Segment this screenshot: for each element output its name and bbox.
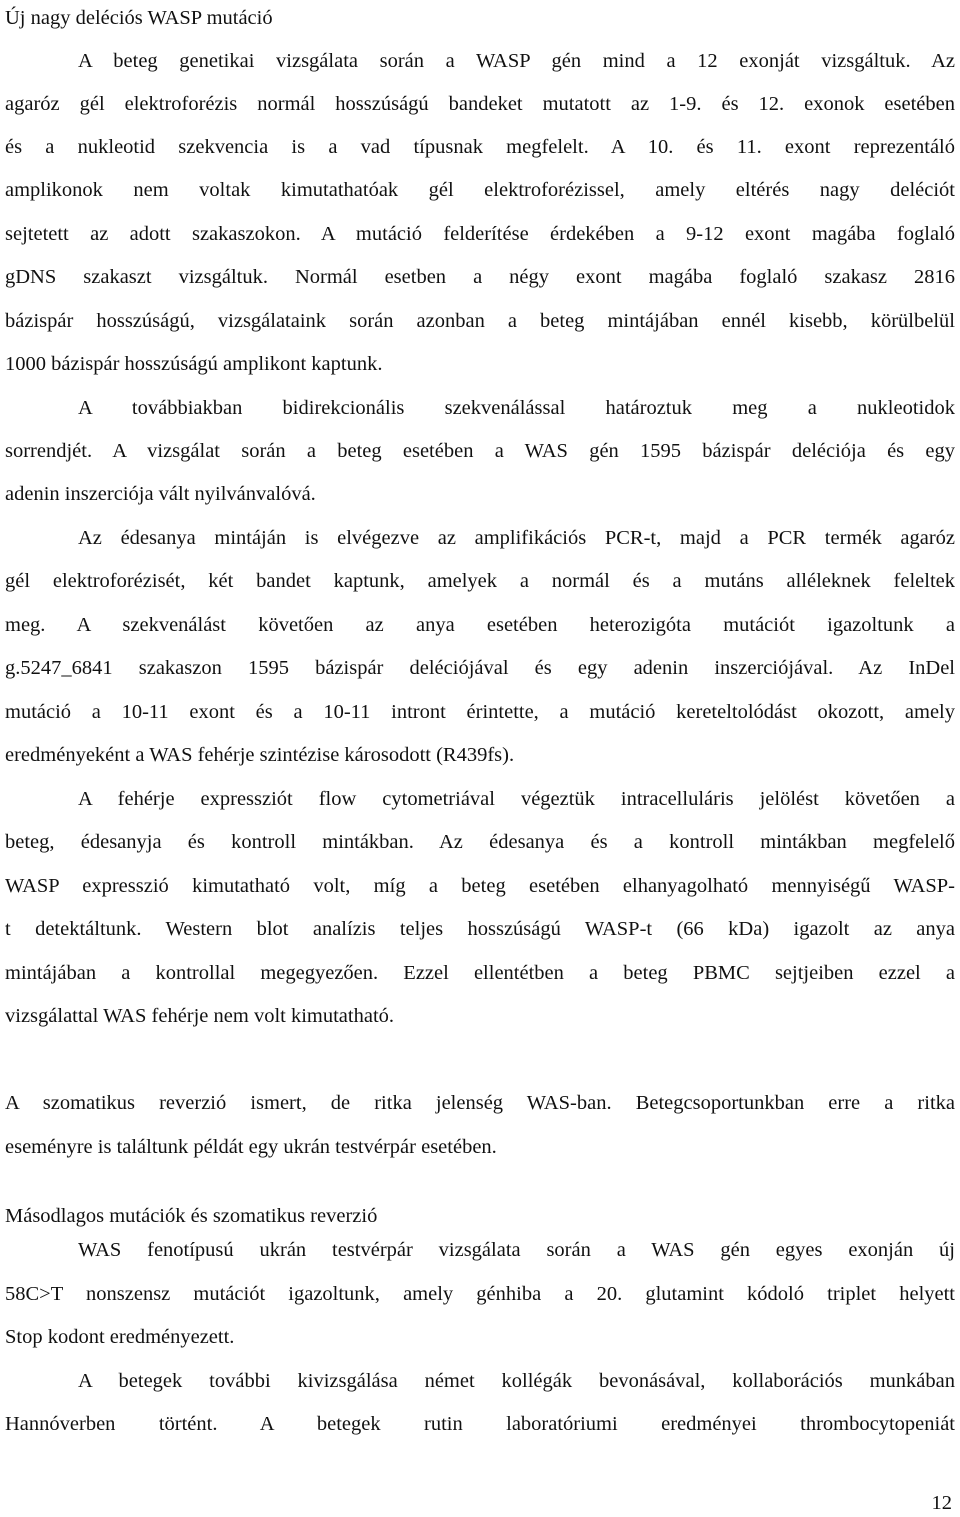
text-line: A betegek további kivizsgálása német kollégák bevonásával, kollaborációs munkában bbox=[78, 1370, 955, 1392]
text-line: beteg, édesanyja és kontroll mintákban. Az édesanya és a kontroll mintákban megfelelő bbox=[5, 831, 955, 853]
text-line: Az édesanya mintáján is elvégezve az amplifikációs PCR-t, majd a PCR termék agaróz bbox=[78, 527, 955, 549]
text-line: mintájában a kontrollal megegyezően. Ezzel ellentétben a beteg PBMC sejtjeiben ezzel a bbox=[5, 962, 955, 984]
text-line: WASP expresszió kimutatható volt, míg a beteg esetében elhanyagolható mennyiségű WASP- bbox=[5, 875, 955, 897]
text-line: gDNS szakaszt vizsgáltuk. Normál esetben a négy exont magába foglaló szakasz 2816 bbox=[5, 266, 955, 288]
text-line: t detektáltunk. Western blot analízis teljes hosszúságú WASP-t (66 kDa) igazolt az anya bbox=[5, 918, 955, 940]
text-line: és a nukleotid szekvencia is a vad típusnak megfelelt. A 10. és 11. exont reprezentáló bbox=[5, 136, 955, 158]
page-number: 12 bbox=[931, 1492, 952, 1514]
text-line: eseményre is találtunk példát egy ukrán testvérpár esetében. bbox=[5, 1136, 497, 1158]
text-line: meg. A szekvenálást követően az anya esetében heterozigóta mutációt igazoltunk a bbox=[5, 614, 955, 636]
text-line: A továbbiakban bidirekcionális szekvenálással határoztuk meg a nukleotidok bbox=[78, 397, 955, 419]
text-line: sorrendjét. A vizsgálat során a beteg esetében a WAS gén 1595 bázispár deléciója és egy bbox=[5, 440, 955, 462]
text-line: A beteg genetikai vizsgálata során a WASP gén mind a 12 exonját vizsgáltuk. Az bbox=[78, 50, 955, 72]
text-line: mutáció a 10-11 exont és a 10-11 intront érintette, a mutáció kereteltolódást okozott, amely bbox=[5, 701, 955, 723]
text-line: WAS fenotípusú ukrán testvérpár vizsgálata során a WAS gén egyes exonján új bbox=[78, 1239, 955, 1261]
text-line: bázispár hosszúságú, vizsgálataink során azonban a beteg mintájában ennél kisebb, körülbelül bbox=[5, 310, 955, 332]
section-heading: Új nagy deléciós WASP mutáció bbox=[5, 7, 273, 29]
text-line: amplikonok nem voltak kimutathatóak gél elektroforézissel, amely eltérés nagy deléciót bbox=[5, 179, 955, 201]
text-line: agaróz gél elektroforézis normál hosszúságú bandeket mutatott az 1-9. és 12. exonok esetében bbox=[5, 93, 955, 115]
text-line: A fehérje expressziót flow cytometriával végeztük intracelluláris jelölést követően a bbox=[78, 788, 955, 810]
text-line: A szomatikus reverzió ismert, de ritka jelenség WAS-ban. Betegcsoportunkban erre a ritka bbox=[5, 1092, 955, 1114]
text-line: gél elektroforézisét, két bandet kaptunk, amelyek a normál és a mutáns alléleknek feleltek bbox=[5, 570, 955, 592]
text-line: vizsgálattal WAS fehérje nem volt kimutatható. bbox=[5, 1005, 395, 1027]
section-heading: Másodlagos mutációk és szomatikus reverzió bbox=[5, 1205, 378, 1227]
text-line: g.5247_6841 szakaszon 1595 bázispár deléciójával és egy adenin inszerciójával. Az InDel bbox=[5, 657, 955, 679]
text-line: 58C>T nonszensz mutációt igazoltunk, amely génhiba a 20. glutamint kódoló triplet helyett bbox=[5, 1283, 955, 1305]
text-line: Hannóverben történt. A betegek rutin laboratóriumi eredményei thrombocytopeniát bbox=[5, 1413, 955, 1435]
text-line: adenin inszerciója vált nyilvánvalóvá. bbox=[5, 483, 316, 505]
text-line: eredményeként a WAS fehérje szintézise károsodott (R439fs). bbox=[5, 744, 515, 766]
text-line: 1000 bázispár hosszúságú amplikont kaptunk. bbox=[5, 353, 383, 375]
text-line: Stop kodont eredményezett. bbox=[5, 1326, 235, 1348]
text-line: sejtetett az adott szakaszokon. A mutáció felderítése érdekében a 9-12 exont magába foglaló bbox=[5, 223, 955, 245]
